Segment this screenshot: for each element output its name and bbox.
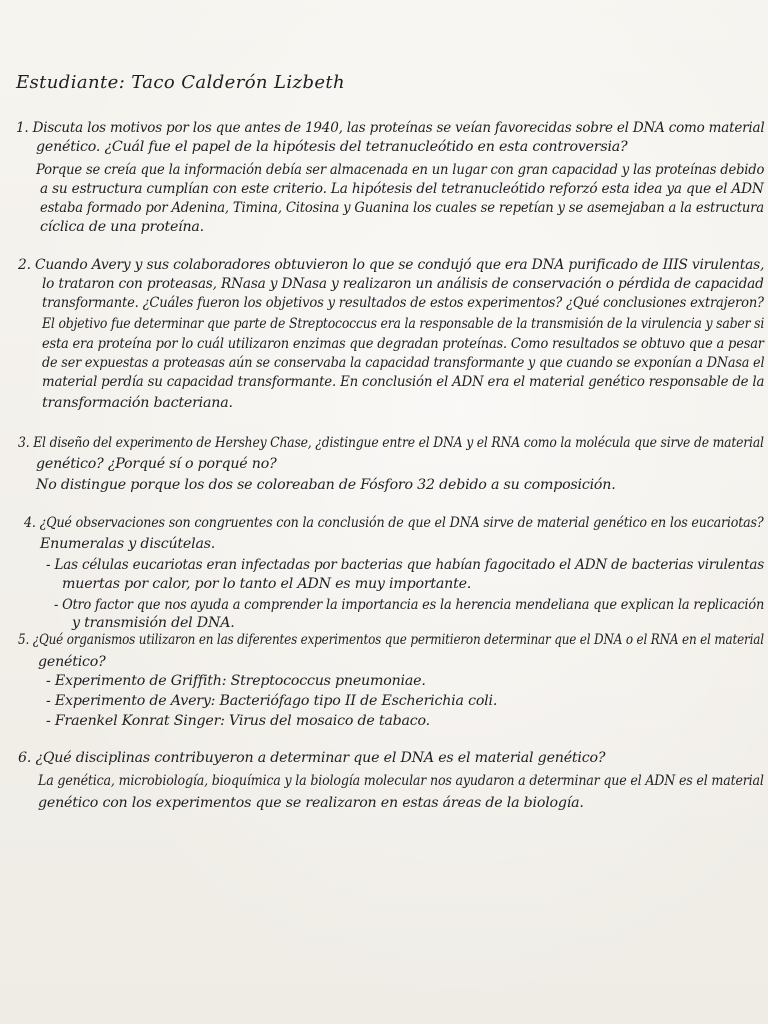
answer-6-line-1: La genética, microbiología, bioquímica y la biología molecular nos ayudaron a determinar que el ADN es el material: [38, 773, 764, 789]
answer-3-line-1: No distingue porque los dos se coloreaban de Fósforo 32 debido a su composición.: [36, 477, 616, 493]
answer-1-line-3: estaba formado por Adenina, Timina, Citosina y Guanina los cuales se repetían y se asemejaban a la estructura: [40, 200, 764, 216]
answer-2-line-5: transformación bacteriana.: [42, 395, 233, 411]
question-3-line-1: 3. El diseño del experimento de Hershey Chase, ¿distingue entre el DNA y el RNA como la molécula que sirve de material: [18, 435, 764, 451]
answer-1-line-1: Porque se creía que la información debía ser almacenada en un lugar con gran capacidad y las proteínas debido: [36, 162, 765, 178]
question-5-line-1: 5. ¿Qué organismos utilizaron en las diferentes experimentos que permitieron determinar que el DNA o el RNA en el material: [18, 632, 764, 648]
answer-4-line-3: - Otro factor que nos ayuda a comprender la importancia es la herencia mendeliana que explican la replicación: [54, 597, 765, 613]
answer-2-line-1: El objetivo fue determinar que parte de Streptococcus era la responsable de la transmisión de la virulencia y saber si: [42, 316, 765, 332]
answer-4-line-2: muertas por calor, por lo tanto el ADN es muy importante.: [62, 576, 472, 592]
question-4-line-2: Enumeralas y discútelas.: [40, 536, 216, 552]
answer-2-line-3: de ser expuestas a proteasas aún se conservaba la capacidad transformante y que cuando se exponían a DNasa el: [42, 355, 765, 371]
question-2-line-3: transformante. ¿Cuáles fueron los objetivos y resultados de estos experimentos? ¿Qué conclusiones extrajeron?: [42, 295, 764, 311]
question-5-line-2: genético?: [38, 654, 106, 670]
answer-1-line-2: a su estructura cumplían con este criterio. La hipótesis del tetranucleótido reforzó esta idea ya que el ADN: [40, 181, 764, 197]
answer-6-line-2: genético con los experimentos que se realizaron en estas áreas de la biología.: [38, 795, 584, 811]
answer-4-line-1: - Las células eucariotas eran infectadas por bacterias que habían fagocitado el ADN de bacterias virulentas: [46, 557, 764, 573]
question-2-line-1: 2. Cuando Avery y sus colaboradores obtuvieron lo que se condujó que era DNA purificado de IIIS virulentas,: [18, 257, 765, 273]
question-1-line-1: 1. Discuta los motivos por los que antes de 1940, las proteínas se veían favorecidas sobre el DNA como material: [16, 120, 765, 136]
question-6-line-1: 6. ¿Qué disciplinas contribuyeron a determinar que el DNA es el material genético?: [18, 750, 606, 766]
question-2-line-2: lo trataron con proteasas, RNasa y DNasa y realizaron un análisis de conservación o pérdida de capacidad: [42, 276, 764, 292]
answer-1-line-4: cíclica de una proteína.: [40, 219, 204, 235]
answer-5-line-1: - Experimento de Griffith: Streptococcus pneumoniae.: [46, 673, 426, 689]
answer-5-line-3: - Fraenkel Konrat Singer: Virus del mosaico de tabaco.: [46, 713, 430, 729]
question-3-line-2: genético? ¿Porqué sí o porqué no?: [36, 456, 277, 472]
answer-2-line-4: material perdía su capacidad transformante. En conclusión el ADN era el material genético responsable de la: [42, 374, 765, 390]
student-name: Estudiante: Taco Calderón Lizbeth: [16, 72, 346, 93]
answer-2-line-2: esta era proteína por lo cuál utilizaron enzimas que degradan proteínas. Como resultados se obtuvo que a pesar: [42, 336, 764, 352]
question-1-line-2: genético. ¿Cuál fue el papel de la hipótesis del tetranucleótido en esta controversia?: [36, 139, 628, 155]
question-4-line-1: 4. ¿Qué observaciones son congruentes con la conclusión de que el DNA sirve de material genético en los eucariotas?: [24, 515, 764, 531]
answer-5-line-2: - Experimento de Avery: Bacteriófago tipo II de Escherichia coli.: [46, 693, 498, 709]
answer-4-line-4: y transmisión del DNA.: [72, 615, 235, 631]
